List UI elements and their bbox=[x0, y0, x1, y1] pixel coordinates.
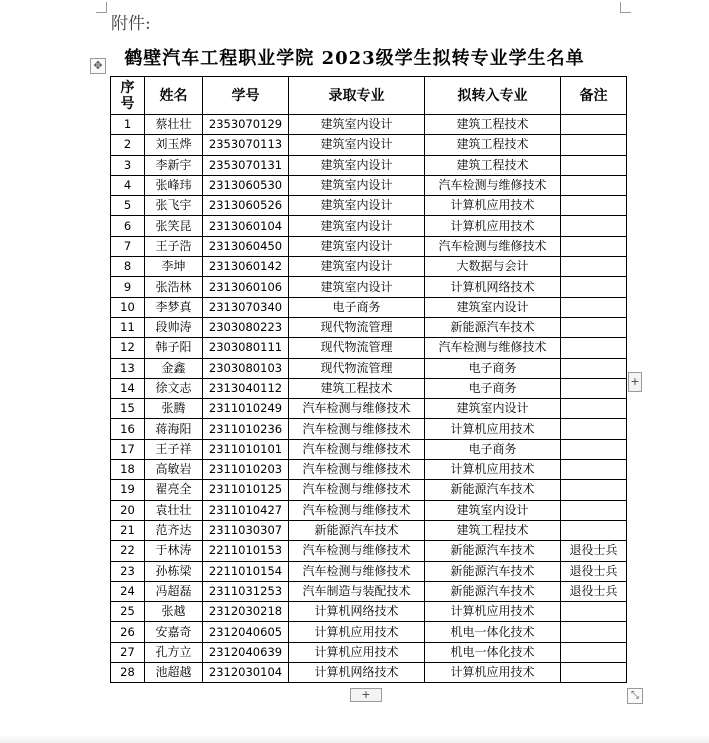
cell-student-id: 2303080111 bbox=[203, 338, 289, 358]
cell-admitted-major: 计算机应用技术 bbox=[289, 622, 425, 642]
cell-name: 孔方立 bbox=[145, 642, 203, 662]
cell-student-id: 2312040639 bbox=[203, 642, 289, 662]
cell-transfer-major: 新能源汽车技术 bbox=[425, 581, 561, 601]
cell-transfer-major: 新能源汽车技术 bbox=[425, 480, 561, 500]
cell-transfer-major: 汽车检测与维修技术 bbox=[425, 236, 561, 256]
table-header-row bbox=[111, 77, 627, 115]
cell-name: 张飞宇 bbox=[145, 196, 203, 216]
cell-no: 11 bbox=[111, 317, 145, 337]
cell-no: 28 bbox=[111, 663, 145, 683]
cell-name: 金鑫 bbox=[145, 358, 203, 378]
cell-remark bbox=[561, 419, 627, 439]
cell-admitted-major: 计算机网络技术 bbox=[289, 663, 425, 683]
table-row bbox=[111, 236, 627, 256]
cell-name: 池超越 bbox=[145, 663, 203, 683]
cell-student-id: 2313060530 bbox=[203, 175, 289, 195]
cell-transfer-major: 新能源汽车技术 bbox=[425, 541, 561, 561]
cell-transfer-major: 建筑室内设计 bbox=[425, 500, 561, 520]
cell-transfer-major: 计算机应用技术 bbox=[425, 663, 561, 683]
cell-student-id: 2311010101 bbox=[203, 439, 289, 459]
cell-remark bbox=[561, 480, 627, 500]
cell-transfer-major: 计算机应用技术 bbox=[425, 216, 561, 236]
cell-admitted-major: 建筑工程技术 bbox=[289, 378, 425, 398]
cell-remark bbox=[561, 216, 627, 236]
cell-admitted-major: 建筑室内设计 bbox=[289, 175, 425, 195]
cell-no: 3 bbox=[111, 155, 145, 175]
cell-remark: 退役士兵 bbox=[561, 561, 627, 581]
cell-remark bbox=[561, 663, 627, 683]
cell-name: 韩子阳 bbox=[145, 338, 203, 358]
table-row bbox=[111, 460, 627, 480]
cell-student-id: 2311010427 bbox=[203, 500, 289, 520]
cell-admitted-major: 计算机应用技术 bbox=[289, 642, 425, 662]
cell-admitted-major: 现代物流管理 bbox=[289, 358, 425, 378]
cell-name: 王子浩 bbox=[145, 236, 203, 256]
cell-name: 段帅涛 bbox=[145, 317, 203, 337]
cell-remark bbox=[561, 439, 627, 459]
cell-remark bbox=[561, 338, 627, 358]
cell-remark bbox=[561, 602, 627, 622]
cell-student-id: 2313060104 bbox=[203, 216, 289, 236]
cell-name: 孙栋梁 bbox=[145, 561, 203, 581]
cell-student-id: 2303080103 bbox=[203, 358, 289, 378]
cell-name: 翟亮全 bbox=[145, 480, 203, 500]
cell-student-id: 2313060142 bbox=[203, 257, 289, 277]
table-row bbox=[111, 581, 627, 601]
cell-admitted-major: 新能源汽车技术 bbox=[289, 520, 425, 540]
cell-admitted-major: 建筑室内设计 bbox=[289, 236, 425, 256]
cell-student-id: 2311010236 bbox=[203, 419, 289, 439]
cell-name: 冯超磊 bbox=[145, 581, 203, 601]
table-row bbox=[111, 642, 627, 662]
cell-name: 高敏岩 bbox=[145, 460, 203, 480]
cell-transfer-major: 电子商务 bbox=[425, 378, 561, 398]
cell-student-id: 2353070113 bbox=[203, 135, 289, 155]
table-row bbox=[111, 520, 627, 540]
cell-name: 张越 bbox=[145, 602, 203, 622]
cell-student-id: 2312040605 bbox=[203, 622, 289, 642]
page-bottom-edge bbox=[0, 735, 709, 743]
cell-remark: 退役士兵 bbox=[561, 581, 627, 601]
table-row bbox=[111, 358, 627, 378]
cell-no: 4 bbox=[111, 175, 145, 195]
cell-transfer-major: 建筑工程技术 bbox=[425, 115, 561, 135]
cell-student-id: 2311010203 bbox=[203, 460, 289, 480]
cell-name: 张笑昆 bbox=[145, 216, 203, 236]
cell-no: 17 bbox=[111, 439, 145, 459]
cell-admitted-major: 建筑室内设计 bbox=[289, 216, 425, 236]
cell-name: 蔡壮壮 bbox=[145, 115, 203, 135]
add-column-button[interactable]: + bbox=[628, 372, 642, 392]
cell-transfer-major: 计算机应用技术 bbox=[425, 196, 561, 216]
cell-remark: 退役士兵 bbox=[561, 541, 627, 561]
cell-remark bbox=[561, 277, 627, 297]
cell-transfer-major: 计算机网络技术 bbox=[425, 277, 561, 297]
cell-name: 王子祥 bbox=[145, 439, 203, 459]
cell-no: 12 bbox=[111, 338, 145, 358]
table-row bbox=[111, 399, 627, 419]
cell-admitted-major: 建筑室内设计 bbox=[289, 196, 425, 216]
cell-remark bbox=[561, 642, 627, 662]
cell-no: 8 bbox=[111, 257, 145, 277]
cell-no: 13 bbox=[111, 358, 145, 378]
table-row bbox=[111, 155, 627, 175]
cell-remark bbox=[561, 622, 627, 642]
cell-name: 范齐达 bbox=[145, 520, 203, 540]
table-row bbox=[111, 602, 627, 622]
cell-admitted-major: 建筑室内设计 bbox=[289, 115, 425, 135]
cell-admitted-major: 电子商务 bbox=[289, 297, 425, 317]
cell-student-id: 2353070129 bbox=[203, 115, 289, 135]
cell-remark bbox=[561, 297, 627, 317]
cell-no: 19 bbox=[111, 480, 145, 500]
cell-remark bbox=[561, 135, 627, 155]
table-row bbox=[111, 338, 627, 358]
cell-admitted-major: 汽车检测与维修技术 bbox=[289, 419, 425, 439]
cell-no: 15 bbox=[111, 399, 145, 419]
cell-student-id: 2353070131 bbox=[203, 155, 289, 175]
cell-no: 7 bbox=[111, 236, 145, 256]
cell-no: 2 bbox=[111, 135, 145, 155]
table-row bbox=[111, 175, 627, 195]
table-row bbox=[111, 115, 627, 135]
header-transfer-major: 拟转入专业 bbox=[425, 77, 561, 115]
header-no bbox=[111, 77, 145, 115]
cell-transfer-major: 汽车检测与维修技术 bbox=[425, 175, 561, 195]
page-corner-mark-left bbox=[96, 2, 107, 13]
document-title: 鹤壁汽车工程职业学院 2023级学生拟转专业学生名单 bbox=[124, 48, 585, 69]
cell-admitted-major: 建筑室内设计 bbox=[289, 257, 425, 277]
table-row bbox=[111, 196, 627, 216]
cell-remark bbox=[561, 460, 627, 480]
cell-student-id: 2311010249 bbox=[203, 399, 289, 419]
student-transfer-table bbox=[110, 76, 627, 683]
cell-transfer-major: 计算机应用技术 bbox=[425, 602, 561, 622]
add-row-button[interactable]: + bbox=[350, 688, 382, 702]
cell-admitted-major: 汽车制造与装配技术 bbox=[289, 581, 425, 601]
table-row bbox=[111, 317, 627, 337]
cell-remark bbox=[561, 155, 627, 175]
cell-admitted-major: 汽车检测与维修技术 bbox=[289, 541, 425, 561]
cell-no: 22 bbox=[111, 541, 145, 561]
cell-no: 24 bbox=[111, 581, 145, 601]
cell-admitted-major: 现代物流管理 bbox=[289, 338, 425, 358]
cell-student-id: 2311031253 bbox=[203, 581, 289, 601]
cell-remark bbox=[561, 317, 627, 337]
table-row bbox=[111, 561, 627, 581]
cell-name: 李新宇 bbox=[145, 155, 203, 175]
cell-student-id: 2312030218 bbox=[203, 602, 289, 622]
cell-transfer-major: 建筑工程技术 bbox=[425, 520, 561, 540]
table-row bbox=[111, 541, 627, 561]
cell-name: 蒋海阳 bbox=[145, 419, 203, 439]
cell-admitted-major: 汽车检测与维修技术 bbox=[289, 460, 425, 480]
cell-student-id: 2313060450 bbox=[203, 236, 289, 256]
table-row bbox=[111, 297, 627, 317]
cell-transfer-major: 汽车检测与维修技术 bbox=[425, 338, 561, 358]
cell-remark bbox=[561, 257, 627, 277]
cell-no: 16 bbox=[111, 419, 145, 439]
cell-no: 10 bbox=[111, 297, 145, 317]
table-row bbox=[111, 663, 627, 683]
cell-no: 6 bbox=[111, 216, 145, 236]
cell-student-id: 2303080223 bbox=[203, 317, 289, 337]
cell-admitted-major: 汽车检测与维修技术 bbox=[289, 399, 425, 419]
cell-transfer-major: 建筑工程技术 bbox=[425, 135, 561, 155]
table-row bbox=[111, 216, 627, 236]
cell-student-id: 2313060106 bbox=[203, 277, 289, 297]
cell-admitted-major: 建筑室内设计 bbox=[289, 155, 425, 175]
cell-transfer-major: 建筑室内设计 bbox=[425, 297, 561, 317]
table-body bbox=[111, 115, 627, 683]
cell-name: 张腾 bbox=[145, 399, 203, 419]
header-no-line1: 序 bbox=[120, 79, 135, 96]
cell-transfer-major: 机电一体化技术 bbox=[425, 622, 561, 642]
table-row bbox=[111, 500, 627, 520]
header-student-id: 学号 bbox=[203, 77, 289, 115]
page-corner-mark-right bbox=[620, 2, 631, 13]
cell-name: 李梦真 bbox=[145, 297, 203, 317]
cell-remark bbox=[561, 378, 627, 398]
cell-transfer-major: 电子商务 bbox=[425, 439, 561, 459]
attachment-label: 附件: bbox=[111, 14, 151, 34]
table-row bbox=[111, 622, 627, 642]
cell-transfer-major: 计算机应用技术 bbox=[425, 460, 561, 480]
cell-remark bbox=[561, 520, 627, 540]
cell-remark bbox=[561, 115, 627, 135]
cell-no: 14 bbox=[111, 378, 145, 398]
cell-transfer-major: 电子商务 bbox=[425, 358, 561, 378]
table-move-handle-icon[interactable]: ✥ bbox=[90, 58, 106, 74]
cell-name: 李坤 bbox=[145, 257, 203, 277]
cell-student-id: 2312030104 bbox=[203, 663, 289, 683]
header-remark: 备注 bbox=[561, 77, 627, 115]
header-no-line2: 号 bbox=[120, 95, 135, 112]
cell-admitted-major: 建筑室内设计 bbox=[289, 277, 425, 297]
cell-student-id: 2211010153 bbox=[203, 541, 289, 561]
table-row bbox=[111, 277, 627, 297]
cell-name: 刘玉烨 bbox=[145, 135, 203, 155]
table-row bbox=[111, 480, 627, 500]
cell-no: 25 bbox=[111, 602, 145, 622]
cell-no: 18 bbox=[111, 460, 145, 480]
cell-admitted-major: 汽车检测与维修技术 bbox=[289, 480, 425, 500]
cell-admitted-major: 汽车检测与维修技术 bbox=[289, 439, 425, 459]
cell-name: 袁壮壮 bbox=[145, 500, 203, 520]
cell-transfer-major: 机电一体化技术 bbox=[425, 642, 561, 662]
cell-remark bbox=[561, 236, 627, 256]
cell-transfer-major: 新能源汽车技术 bbox=[425, 317, 561, 337]
cell-no: 1 bbox=[111, 115, 145, 135]
cell-remark bbox=[561, 500, 627, 520]
cell-no: 23 bbox=[111, 561, 145, 581]
cell-remark bbox=[561, 196, 627, 216]
cell-transfer-major: 建筑室内设计 bbox=[425, 399, 561, 419]
cell-remark bbox=[561, 399, 627, 419]
cell-no: 27 bbox=[111, 642, 145, 662]
cell-admitted-major: 建筑室内设计 bbox=[289, 135, 425, 155]
cell-transfer-major: 新能源汽车技术 bbox=[425, 561, 561, 581]
cell-admitted-major: 汽车检测与维修技术 bbox=[289, 561, 425, 581]
table-resize-handle-icon[interactable]: ⤡ bbox=[627, 688, 643, 704]
cell-admitted-major: 计算机网络技术 bbox=[289, 602, 425, 622]
cell-name: 安嘉奇 bbox=[145, 622, 203, 642]
table-row bbox=[111, 257, 627, 277]
cell-admitted-major: 汽车检测与维修技术 bbox=[289, 500, 425, 520]
cell-no: 26 bbox=[111, 622, 145, 642]
cell-no: 9 bbox=[111, 277, 145, 297]
cell-student-id: 2211010154 bbox=[203, 561, 289, 581]
table-row bbox=[111, 419, 627, 439]
cell-student-id: 2311010125 bbox=[203, 480, 289, 500]
cell-transfer-major: 建筑工程技术 bbox=[425, 155, 561, 175]
table-row bbox=[111, 439, 627, 459]
cell-no: 5 bbox=[111, 196, 145, 216]
table-row bbox=[111, 135, 627, 155]
header-admitted-major: 录取专业 bbox=[289, 77, 425, 115]
table-row bbox=[111, 378, 627, 398]
cell-admitted-major: 现代物流管理 bbox=[289, 317, 425, 337]
cell-transfer-major: 计算机应用技术 bbox=[425, 419, 561, 439]
header-name: 姓名 bbox=[145, 77, 203, 115]
cell-remark bbox=[561, 175, 627, 195]
cell-name: 徐文志 bbox=[145, 378, 203, 398]
cell-name: 张峰玮 bbox=[145, 175, 203, 195]
cell-remark bbox=[561, 358, 627, 378]
cell-student-id: 2313070340 bbox=[203, 297, 289, 317]
cell-student-id: 2313060526 bbox=[203, 196, 289, 216]
cell-name: 张浩林 bbox=[145, 277, 203, 297]
cell-transfer-major: 大数据与会计 bbox=[425, 257, 561, 277]
cell-no: 20 bbox=[111, 500, 145, 520]
cell-no: 21 bbox=[111, 520, 145, 540]
cell-student-id: 2311030307 bbox=[203, 520, 289, 540]
cell-student-id: 2313040112 bbox=[203, 378, 289, 398]
cell-name: 于林涛 bbox=[145, 541, 203, 561]
